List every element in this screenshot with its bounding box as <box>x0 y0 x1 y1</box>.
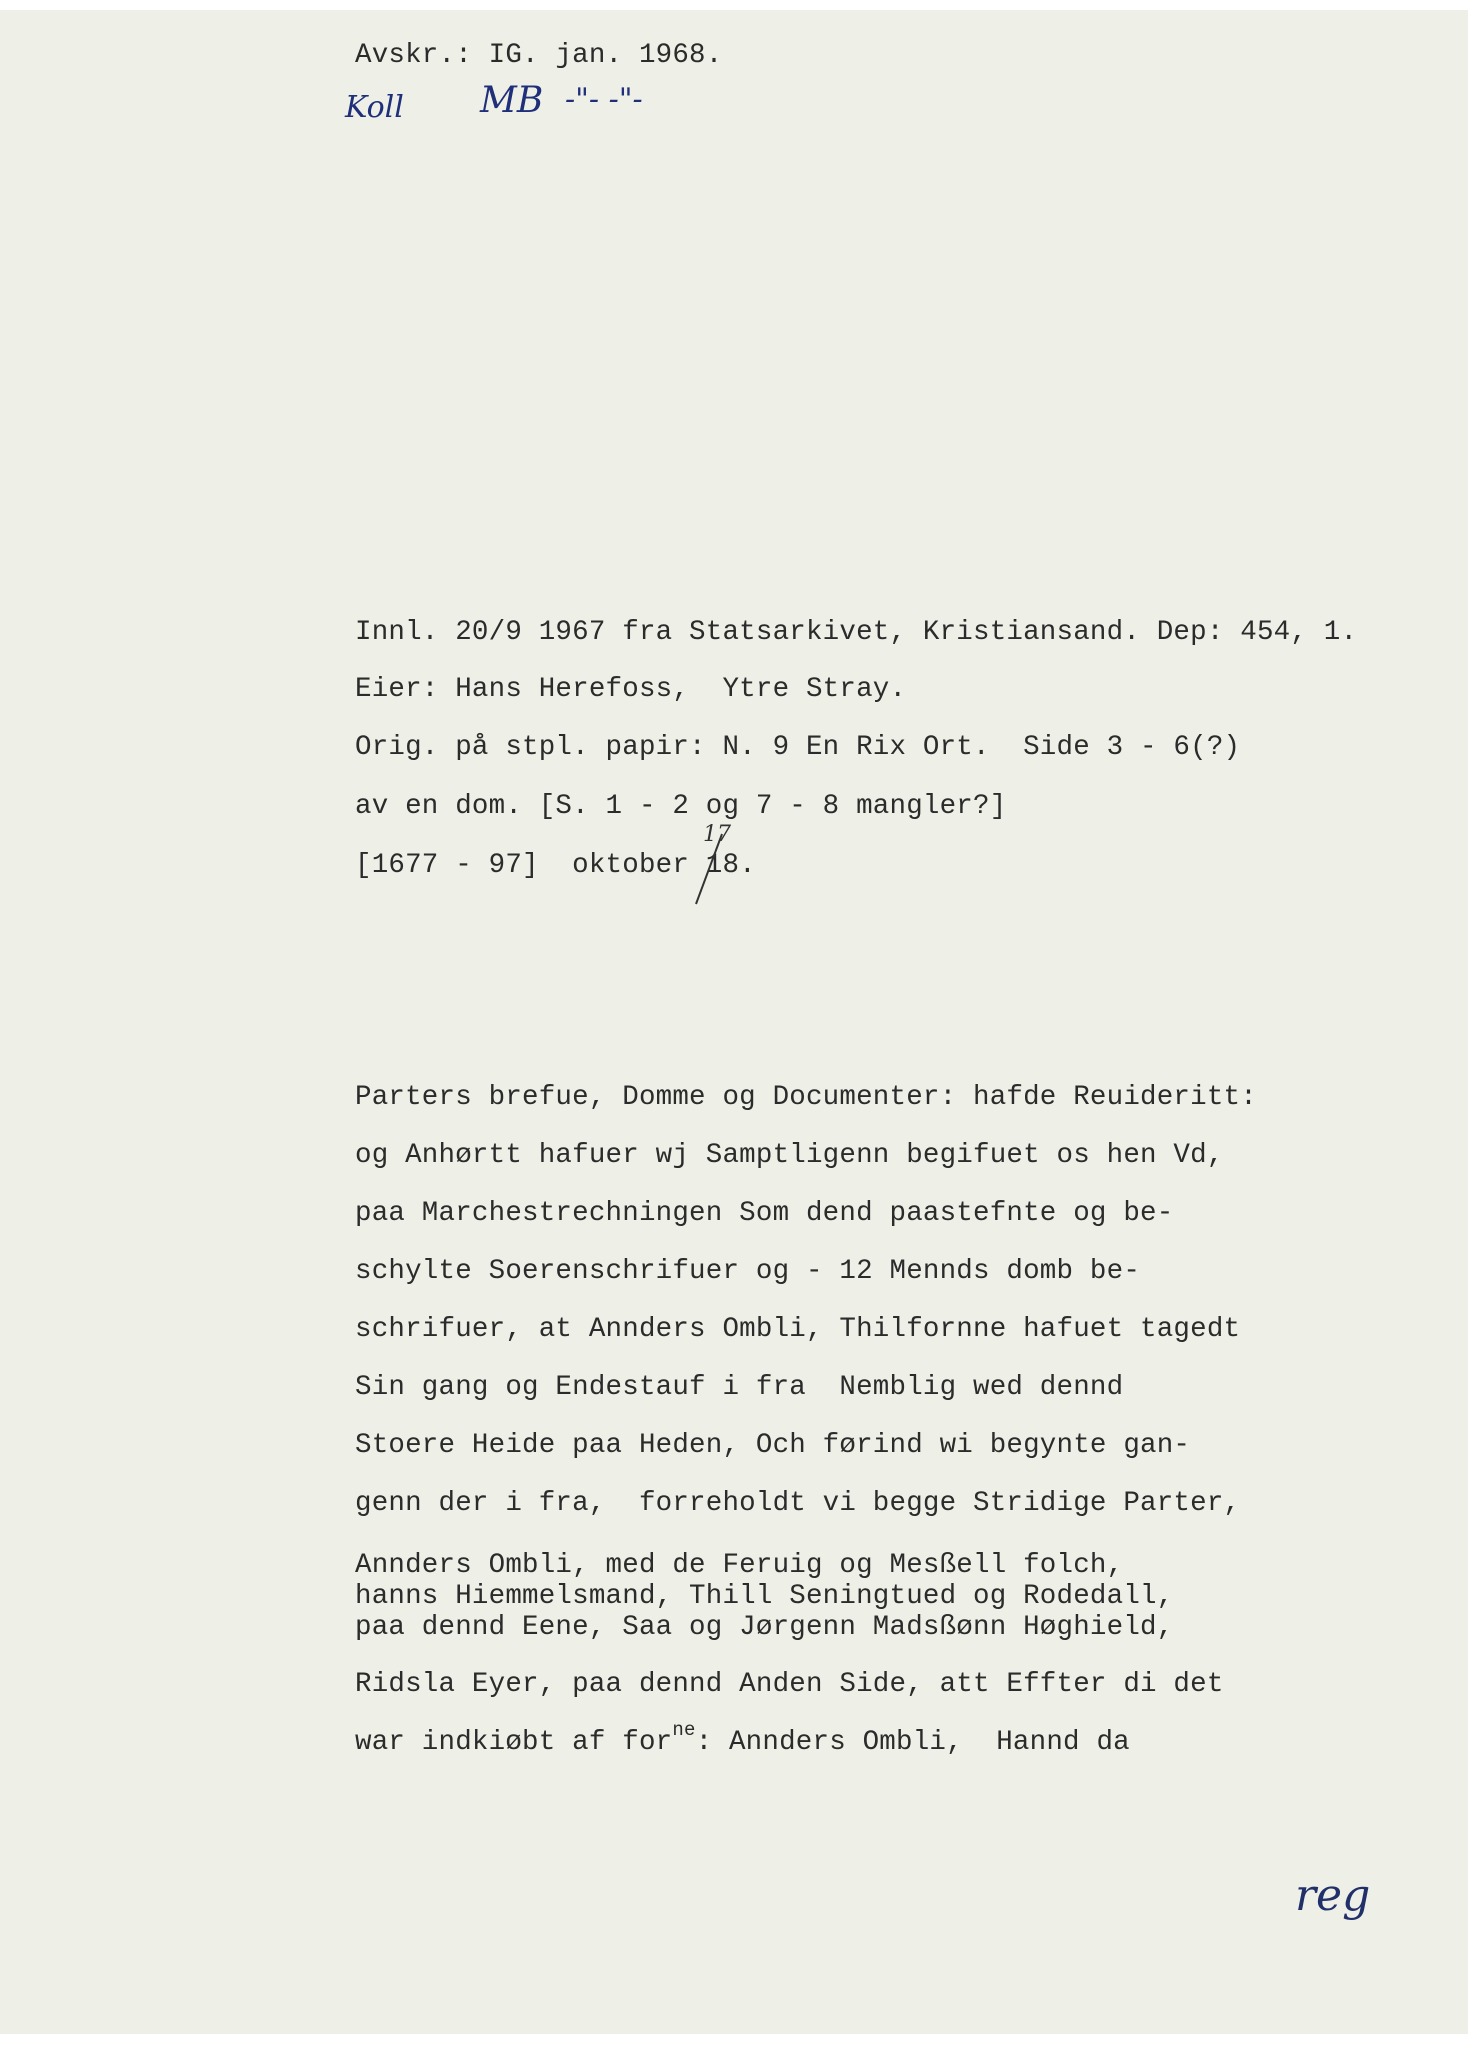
body-line: schrifuer, at Annders Ombli, Thilfornne hafuet tagedt <box>355 1314 1241 1345</box>
body-line: og Anhørtt hafuer wj Samptligenn begifuet os hen Vd, <box>355 1140 1224 1171</box>
body-line: Sin gang og Endestauf i fra Nemblig wed dennd <box>355 1372 1124 1403</box>
metadata-line: av en dom. [S. 1 - 2 og 7 - 8 mangler?] <box>355 791 1007 822</box>
document-page <box>0 10 1468 2034</box>
metadata-line: Eier: Hans Herefoss, Ytre Stray. <box>355 674 907 705</box>
handwritten-ditto-marks: -"- -"- <box>565 82 643 117</box>
body-line: paa dennd Eene, Saa og Jørgenn Madsßønn Høghield, <box>355 1612 1174 1643</box>
handwritten-initials: MB <box>480 80 544 121</box>
body-line: hanns Hiemmelsmand, Thill Seningtued og Rodedall, <box>355 1581 1174 1612</box>
body-last-line <box>355 1719 1130 1758</box>
body-line: Stoere Heide paa Heden, Och førind wi begynte gan- <box>355 1430 1191 1461</box>
last-line-start: war indkiøbt af for <box>355 1727 673 1758</box>
metadata-line: [1677 - 97] oktober 18. <box>355 850 756 881</box>
superscript-ne: ne <box>672 1719 696 1741</box>
body-line: Ridsla Eyer, paa dennd Anden Side, att Effter di det <box>355 1669 1224 1700</box>
metadata-line: Orig. på stpl. papir: N. 9 En Rix Ort. Side 3 - 6(?) <box>355 732 1241 763</box>
body-line: Parters brefue, Domme og Documenter: hafde Reuideritt: <box>355 1082 1257 1113</box>
body-line: Annders Ombli, med de Feruig og Mesßell folch, <box>355 1550 1124 1581</box>
correction-slash <box>690 830 730 910</box>
metadata-line: Innl. 20/9 1967 fra Statsarkivet, Kristiansand. Dep: 454, 1. <box>355 617 1358 648</box>
body-line: schylte Soerenschrifuer og - 12 Mennds domb be- <box>355 1256 1141 1287</box>
last-line-end: : Annders Ombli, Hannd da <box>695 1727 1130 1758</box>
body-line: paa Marchestrechningen Som dend paastefnte og be- <box>355 1198 1174 1229</box>
transcription-note: Avskr.: IG. jan. 1968. <box>355 40 723 71</box>
body-line: genn der i fra, forreholdt vi begge Stridige Parter, <box>355 1488 1241 1519</box>
registered-mark: reg <box>1295 1870 1371 1921</box>
date-correction: 17 <box>703 822 731 847</box>
handwritten-koll: Koll <box>345 90 404 125</box>
